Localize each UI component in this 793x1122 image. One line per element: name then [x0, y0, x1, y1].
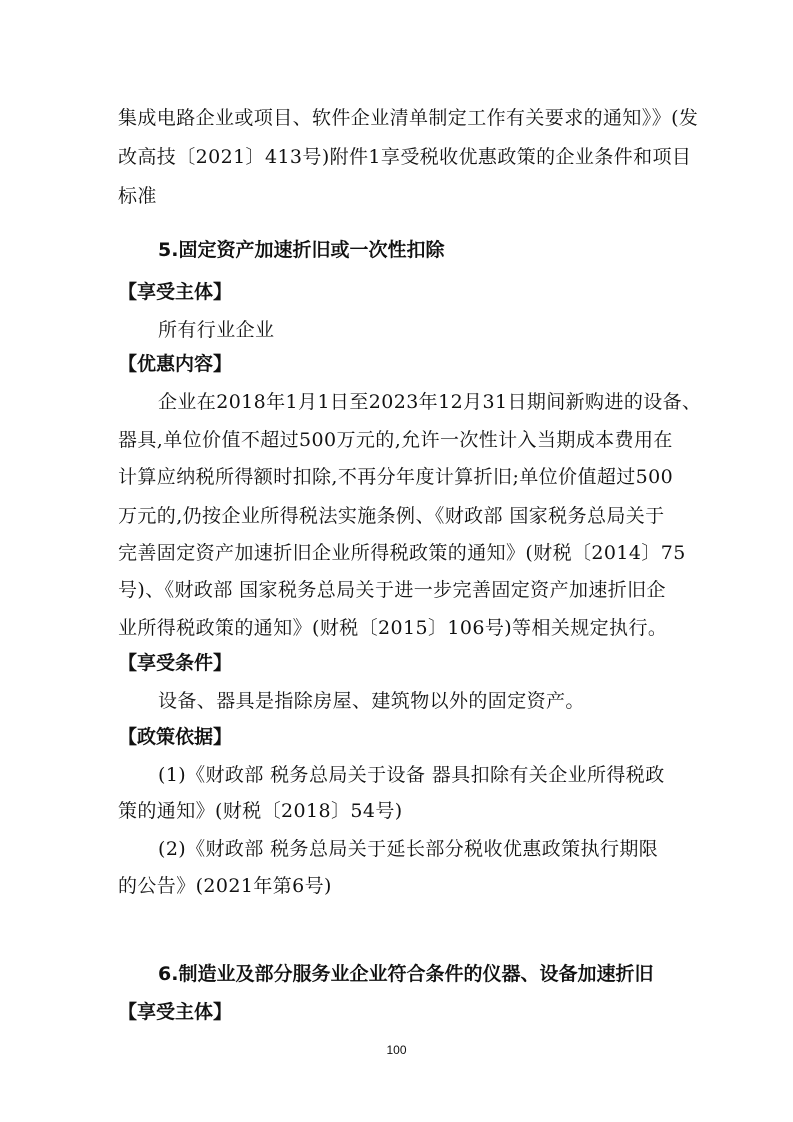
intro-line-3: 标准: [118, 185, 157, 207]
basis-line: (2)《财政部 税务总局关于延长部分税收优惠政策执行期限: [158, 838, 659, 860]
content-line: 业所得税政策的通知》(财税〔2015〕106号)等相关规定执行。: [118, 617, 668, 639]
basis-line: (1)《财政部 税务总局关于设备 器具扣除有关企业所得税政: [158, 764, 665, 786]
intro-line-2: 改高技〔2021〕413号)附件1享受税收优惠政策的企业条件和项目: [118, 146, 692, 168]
content-line: 计算应纳税所得额时扣除,不再分年度计算折旧;单位价值超过500: [118, 466, 674, 488]
section-5-condition-text: 设备、器具是指除房屋、建筑物以外的固定资产。: [158, 690, 585, 712]
basis-line: 策的通知》(财税〔2018〕54号): [118, 800, 403, 822]
content-line: 万元的,仍按企业所得税法实施条例、《财政部 国家税务总局关于: [118, 505, 665, 527]
section-5-content-label: 【优惠内容】: [118, 353, 233, 375]
content-line: 号)、《财政部 国家税务总局关于进一步完善固定资产加速折旧企: [118, 579, 666, 601]
intro-line-1: 集成电路企业或项目、软件企业清单制定工作有关要求的通知》》(发: [118, 107, 699, 129]
section-5-subject-label: 【享受主体】: [118, 281, 233, 303]
page-number: 100: [386, 1043, 407, 1057]
section-6-subject-label: 【享受主体】: [118, 1001, 233, 1023]
content-line: 企业在2018年1月1日至2023年12月31日期间新购进的设备、: [158, 391, 702, 413]
content-line: 器具,单位价值不超过500万元的,允许一次性计入当期成本费用在: [118, 429, 673, 451]
section-5-condition-label: 【享受条件】: [118, 652, 233, 674]
basis-line: 的公告》(2021年第6号): [118, 875, 332, 897]
content-line: 完善固定资产加速折旧企业所得税政策的通知》(财税〔2014〕75: [118, 542, 686, 564]
section-5-subject-text: 所有行业企业: [158, 319, 275, 341]
section-5-title: 5.固定资产加速折旧或一次性扣除: [158, 239, 445, 261]
section-5-basis-label: 【政策依据】: [118, 726, 233, 748]
section-6-title: 6.制造业及部分服务业企业符合条件的仪器、设备加速折旧: [158, 963, 654, 985]
